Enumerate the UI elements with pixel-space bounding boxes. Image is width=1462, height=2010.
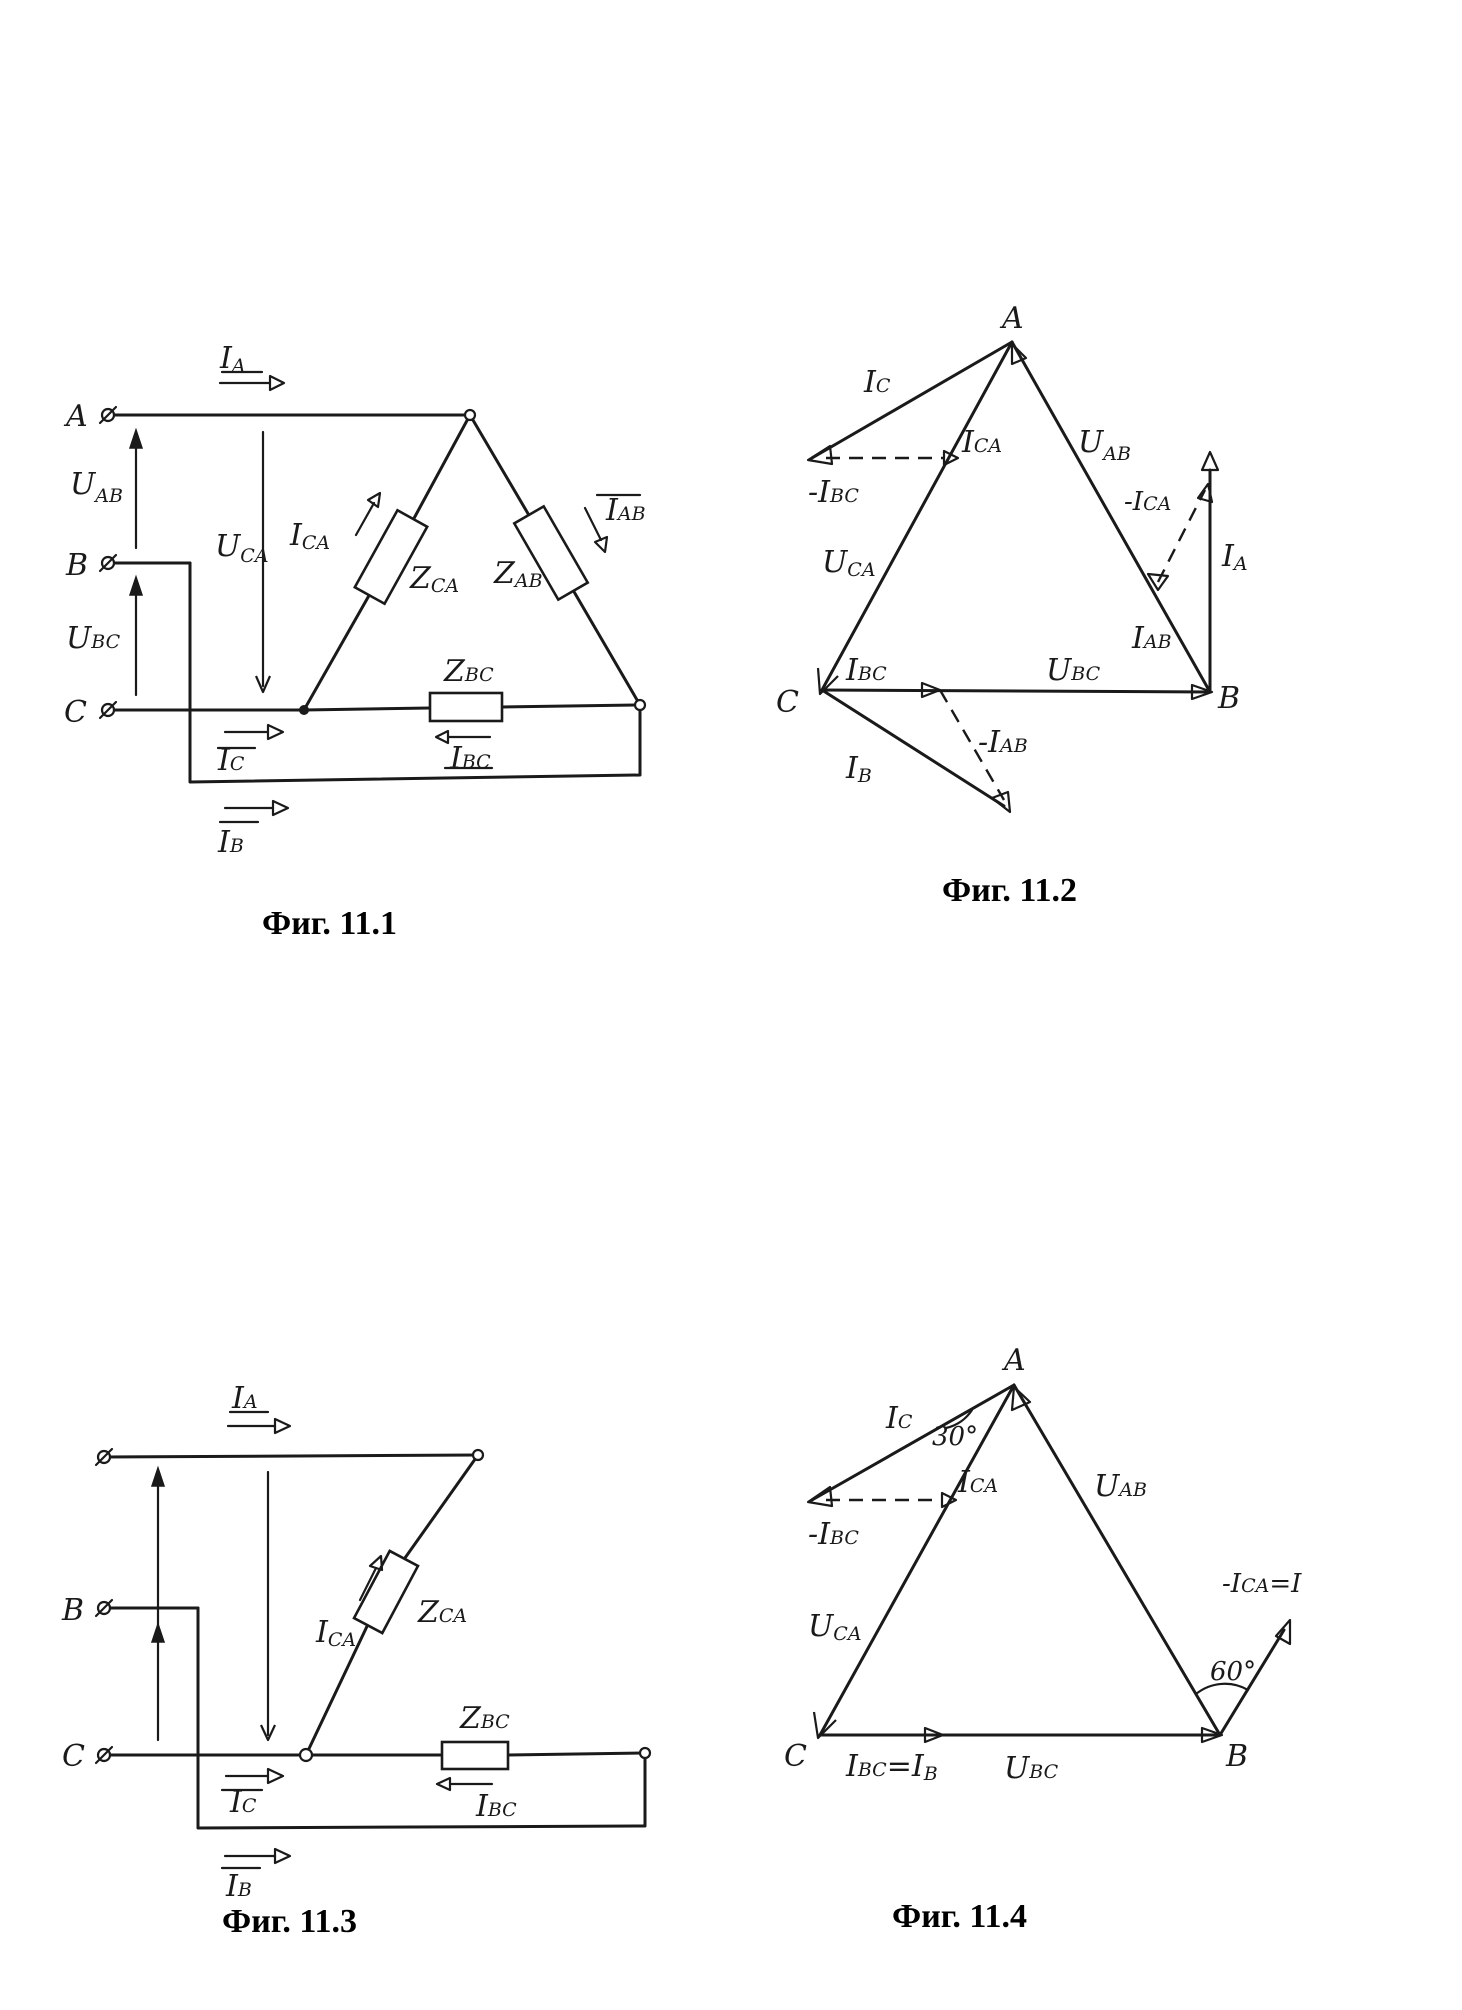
fig2-label-uca: UCA [822,545,876,581]
fig4-label-ubc: UBC [1004,1751,1059,1786]
caption-fig-11-1: Фиг. 11.1 [262,905,398,942]
fig2-label-uab: $U_{AB}$ [1078,425,1131,465]
fig3-label-ic: IC [230,1785,257,1820]
fig4-label-ica: ICA [958,1465,999,1500]
fig2-label-neg-ica: -ICA [1124,487,1172,517]
fig2-label-neg-ibc: -IBC [808,475,859,510]
fig2-label-ib: IB [846,751,872,787]
fig3-label-zca: ZCA [418,1595,468,1630]
fig1-label-uca: $U_{CA}$ [215,529,269,567]
fig4-vector-uab [1014,1385,1220,1735]
fig1-label-ic: IC [218,743,245,778]
fig2-label-iab: IAB [1132,621,1172,656]
fig4-label-node-c: C [784,1739,807,1774]
fig4-label-neg-ibc: -IBC [808,1517,859,1552]
fig1-label-ia: IA [220,341,246,377]
fig2-label-node-a: A [1002,301,1024,336]
fig4-label-angle-30: 30° [932,1422,979,1452]
fig2-label-node-c: C [776,685,799,720]
fig3-label-ibc: IBC [476,1789,517,1824]
caption-fig-11-2: Фиг. 11.2 [942,872,1078,909]
fig4-label-uca: UCA [808,1609,862,1645]
fig2-label-ica: ICA [962,425,1003,460]
fig1-label-node-a: A [66,399,88,434]
fig1-label-ib: IB [218,825,244,860]
fig1-label-iab: IAB [606,493,646,528]
fig4-label-ic: IC [886,1401,913,1436]
fig1-label-zbc: ZBC [444,654,494,689]
fig3-label-ia: IA [232,1381,258,1416]
fig4-label-ibc-eq: IBC=IB [846,1749,938,1785]
fig1-label-ubc: UBC [66,621,121,656]
fig3-label-zbc: ZBC [460,1701,510,1736]
fig4-label-uab: UAB [1094,1469,1147,1504]
caption-fig-11-3: Фиг. 11.3 [222,1903,358,1940]
fig4-label-angle-60: 60° [1210,1657,1257,1687]
fig4-label-node-b: B [1226,1739,1249,1774]
fig3-label-node-b: B [62,1593,85,1628]
fig1-label-node-c: C [64,695,87,730]
fig1-label-ibc: IBC [450,741,491,776]
fig4-phasors [808,1385,1290,1742]
fig1-label-uab: $U_{AB}$ [70,467,123,507]
fig3-label-node-c: C [62,1739,85,1774]
fig2-label-ia: IA [1222,539,1248,575]
fig1-label-zab: ZAB [494,556,543,592]
fig2-label-ic: IC [864,365,891,400]
fig4-vector-uca [820,1385,1014,1735]
fig2-label-ubc: UBC [1046,653,1101,688]
fig1-label-node-b: B [66,548,89,583]
fig4-label-neg-ica-eq: -ICA=I [1222,1569,1302,1599]
fig3-label-ib: IB [226,1869,252,1904]
caption-fig-11-4: Фиг. 11.4 [892,1898,1028,1935]
fig3-label-ica: ICA [316,1615,357,1651]
fig4-label-node-a: A [1004,1343,1026,1378]
fig2-label-ibc: IBC [846,653,887,688]
fig1-label-zca: ZCA [410,561,460,597]
fig4-labels [784,1343,1302,1786]
fig1-label-ica: ICA [290,518,331,554]
fig2-label-node-b: B [1218,681,1241,716]
fig2-label-neg-iab: -IAB [978,725,1028,760]
